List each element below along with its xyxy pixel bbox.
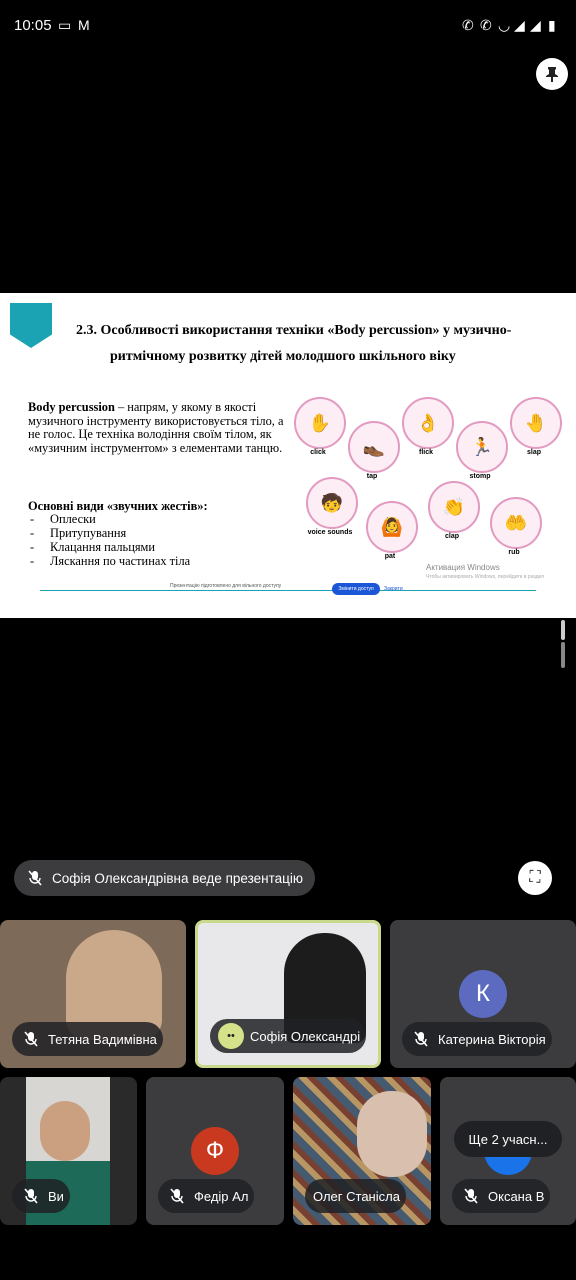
slide-body	[28, 401, 286, 455]
windows-watermark-text: Чтобы активировать Windows, перейдите в раздел	[426, 574, 545, 580]
participant-name-chip	[210, 1019, 366, 1053]
list-item: - Ляскання по частинах тіла	[30, 554, 190, 568]
flick-picture: 👌	[402, 397, 454, 449]
participant-name: Оксана В	[488, 1188, 545, 1204]
click-picture: ✋	[294, 397, 346, 449]
participant-tile[interactable]	[293, 1077, 431, 1225]
gmail-icon: M	[78, 17, 90, 33]
presenter-chip-label: Софія Олександрівна веде презентацію	[52, 870, 303, 886]
status-bar	[0, 0, 576, 52]
illus-label: stomp	[469, 473, 491, 480]
tap-picture: 👞	[348, 421, 400, 473]
windows-watermark-title: Активация Windows	[426, 563, 500, 572]
illus-label: slap	[526, 449, 541, 456]
banner-close-link[interactable]: Закрити	[384, 586, 403, 592]
gesture-list	[30, 512, 190, 568]
pin-button[interactable]	[536, 58, 568, 90]
mic-off-icon	[20, 1028, 42, 1050]
avatar: Ф	[191, 1127, 239, 1175]
slide-subheading: Основні види «звучних жестів»:	[28, 499, 208, 513]
participant-face	[357, 1091, 427, 1177]
slide-title-line1: 2.3. Особливості використання техніки «Body percussion» у музично-	[76, 323, 512, 338]
share-banner-text: Презентацію підготовлено для вільного доступу	[170, 583, 282, 589]
video-icon: ▭	[58, 17, 72, 33]
participant-tile[interactable]	[390, 920, 576, 1068]
slide-body-text: – напрям, у якому в якості музичного інструменту використовується тіло, а не голос. Це техніка володіння своїм тілом, як «музичним інструментом» з елементами танцю.	[28, 400, 284, 455]
presenter-chip	[14, 860, 315, 896]
body-percussion-illustration	[288, 397, 562, 567]
voice-sounds-picture: 🧒	[306, 477, 358, 529]
participant-tile[interactable]	[0, 920, 186, 1068]
participant-name: Олег Станісла	[313, 1188, 400, 1204]
signal-icon-2: ◢	[530, 17, 541, 33]
mic-off-icon	[20, 1185, 42, 1207]
clap-picture: 👏	[428, 481, 480, 533]
status-time: 10:05	[14, 17, 52, 34]
participant-name: Ви	[48, 1188, 64, 1204]
list-item: - Оплески	[30, 512, 190, 526]
university-logo	[10, 303, 52, 348]
share-banner	[170, 583, 410, 597]
slap-picture: 🤚	[510, 397, 562, 449]
wifi-icon: ◡	[498, 17, 511, 33]
pat-picture: 🙆	[366, 501, 418, 553]
mic-off-icon	[24, 867, 46, 889]
slide-body-bold: Body percussion	[28, 400, 115, 414]
participant-name-chip	[12, 1022, 163, 1056]
participant-name-chip	[452, 1179, 550, 1213]
rub-picture: 🤲	[490, 497, 542, 549]
participant-name-chip	[12, 1179, 70, 1213]
slide-title-line2: ритмічному розвитку дітей молодшого шкільного віку	[110, 349, 456, 364]
participant-name-chip	[305, 1179, 406, 1213]
illus-label: clap	[444, 533, 459, 540]
mic-off-icon	[166, 1185, 188, 1207]
wifi-call-icon: ✆	[480, 17, 492, 33]
fullscreen-icon: ⛶	[529, 869, 541, 886]
avatar: К	[459, 970, 507, 1018]
illus-label: rub	[508, 549, 520, 556]
change-access-button[interactable]: Змінити доступ	[332, 583, 380, 595]
participant-name: Софія Олександрі	[250, 1028, 361, 1044]
mic-off-icon	[410, 1028, 432, 1050]
illus-label: voice sounds	[307, 529, 353, 536]
participant-tile-self[interactable]	[0, 1077, 137, 1225]
illus-label: click	[310, 449, 326, 456]
list-item: - Клацання пальцями	[30, 540, 190, 554]
participant-tile[interactable]	[146, 1077, 284, 1225]
call-icon: ✆	[462, 17, 474, 33]
more-participants-button[interactable]: Ще 2 учасн...	[454, 1121, 562, 1157]
illus-label: flick	[418, 449, 433, 456]
scrollbar-track[interactable]	[561, 642, 565, 668]
presentation-slide	[0, 293, 576, 618]
battery-icon: ▮	[548, 17, 556, 33]
mic-off-icon	[460, 1185, 482, 1207]
participant-name: Катерина Вікторія	[438, 1031, 546, 1047]
illus-label: tap	[366, 473, 378, 480]
participant-name-chip	[158, 1179, 254, 1213]
list-item: - Притупування	[30, 526, 190, 540]
participant-tile-active[interactable]	[195, 920, 381, 1068]
participant-name-chip	[402, 1022, 552, 1056]
stomp-picture: 🏃	[456, 421, 508, 473]
fullscreen-button[interactable]	[518, 861, 552, 895]
signal-icon: ◢	[514, 17, 525, 33]
scrollbar-thumb[interactable]	[561, 620, 565, 640]
participant-face	[40, 1101, 90, 1161]
participant-name: Тетяна Вадимівна	[48, 1031, 157, 1047]
participant-name: Федір Ал	[194, 1188, 249, 1204]
pin-icon	[545, 66, 559, 82]
speaking-icon: ••	[218, 1023, 244, 1049]
illus-label: pat	[384, 553, 396, 560]
